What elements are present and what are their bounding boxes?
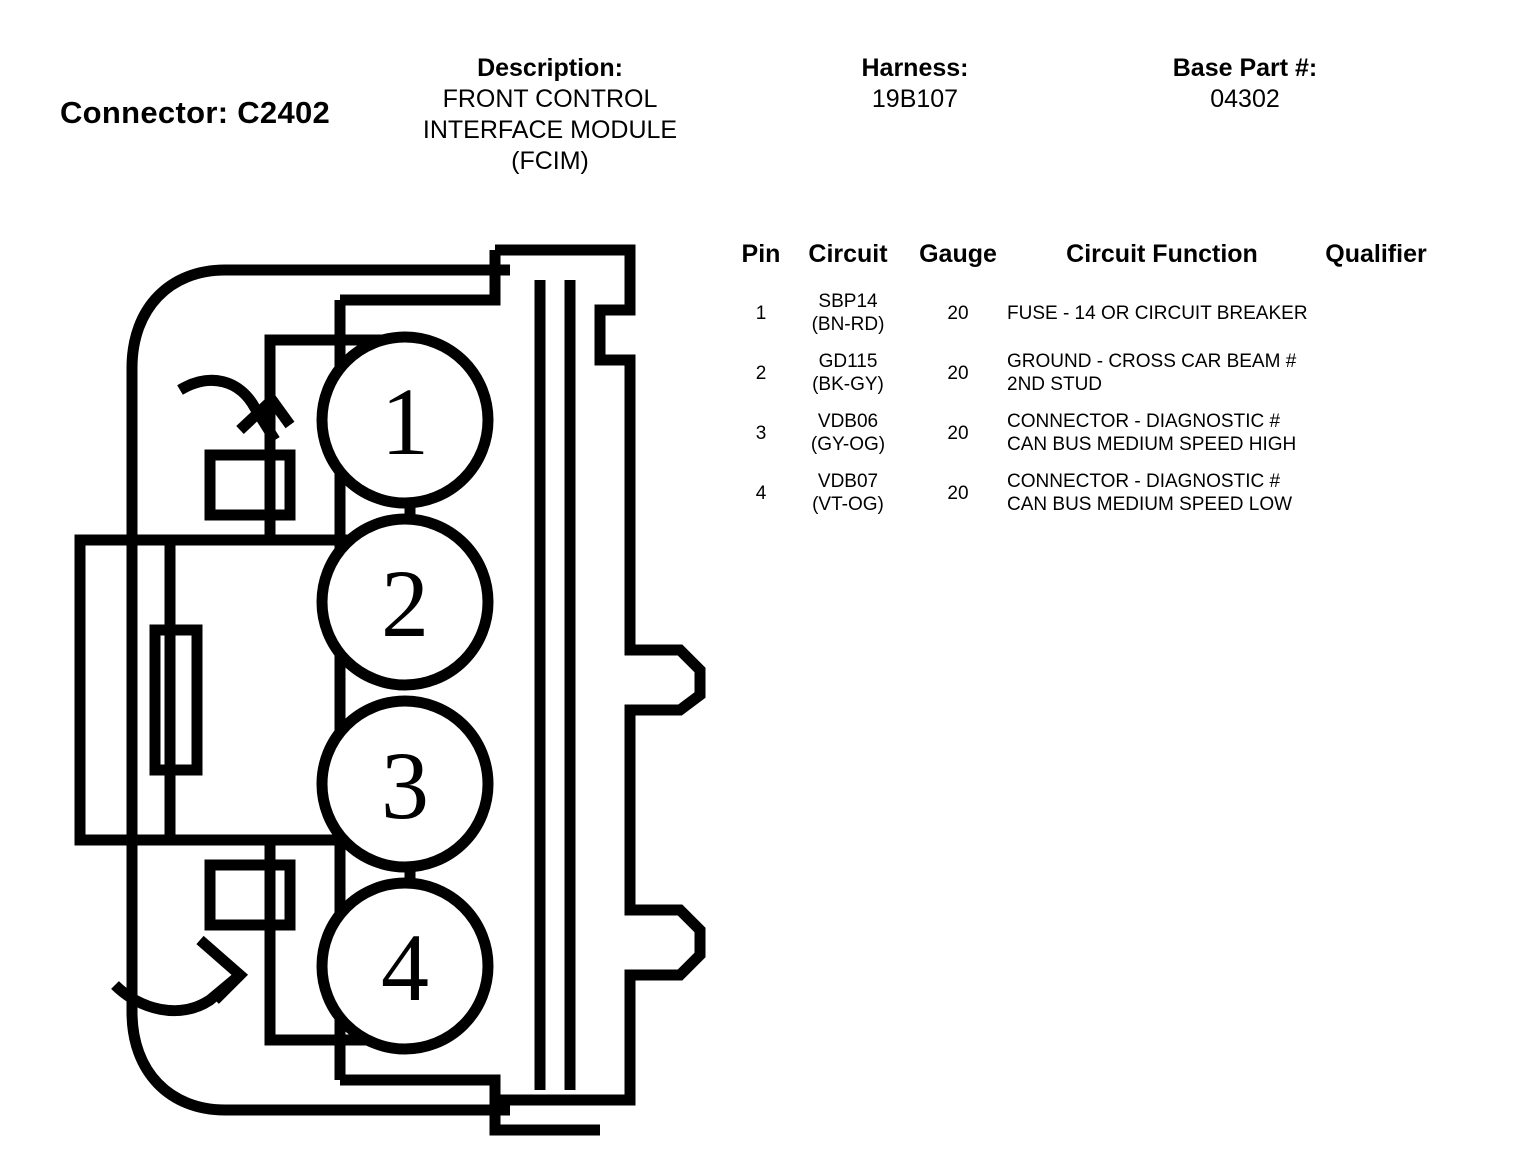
cell-pin: 1 xyxy=(755,302,767,324)
column-header-gauge: Gauge xyxy=(919,240,997,268)
cell-gauge: 20 xyxy=(947,422,969,444)
description-block xyxy=(385,52,715,177)
base-part-label: Base Part #: xyxy=(1172,54,1318,82)
description-value-line2: INTERFACE MODULE xyxy=(422,116,678,144)
harness-block xyxy=(790,52,1040,115)
table-row xyxy=(735,343,1435,403)
circuit-code: VDB06 xyxy=(817,411,879,432)
cell-function: CONNECTOR - DIAGNOSTIC # CAN BUS MEDIUM SPEED HIGH xyxy=(1007,411,1297,455)
pin-number-3: 3 xyxy=(381,732,429,839)
table-row xyxy=(735,463,1435,523)
lower-chevron xyxy=(200,940,240,1000)
table-header-row xyxy=(735,240,1435,283)
cell-gauge: 20 xyxy=(947,482,969,504)
cell-circuit xyxy=(787,283,909,343)
column-header-function: Circuit Function xyxy=(1066,240,1258,268)
circuit-code: VDB07 xyxy=(817,471,879,492)
cell-qualifier xyxy=(1317,463,1435,523)
shell-mid-body xyxy=(80,540,340,840)
table-row xyxy=(735,403,1435,463)
cell-function: FUSE - 14 OR CIRCUIT BREAKER xyxy=(1007,302,1308,324)
cell-pin: 3 xyxy=(755,422,767,444)
cell-qualifier xyxy=(1317,343,1435,403)
pin-number-4: 4 xyxy=(381,914,429,1021)
header xyxy=(0,0,1520,210)
cell-qualifier xyxy=(1317,283,1435,343)
cell-pin: 4 xyxy=(755,482,767,504)
circuit-code: GD115 xyxy=(818,351,878,372)
cell-function: CONNECTOR - DIAGNOSTIC # CAN BUS MEDIUM SPEED LOW xyxy=(1007,471,1293,515)
pin-table xyxy=(735,240,1475,523)
base-part-block xyxy=(1105,52,1385,115)
cell-circuit xyxy=(787,403,909,463)
circuit-code: SBP14 xyxy=(818,291,878,312)
upper-tab-rectangle xyxy=(210,455,290,515)
column-header-qualifier: Qualifier xyxy=(1325,240,1427,268)
base-part-value: 04302 xyxy=(1210,85,1280,113)
description-value-line1: FRONT CONTROL xyxy=(442,85,658,113)
cell-gauge: 20 xyxy=(947,302,969,324)
cell-circuit xyxy=(787,343,909,403)
connector-title: Connector: C2402 xyxy=(60,95,331,130)
table-row xyxy=(735,283,1435,343)
lower-tab-rectangle xyxy=(210,865,290,925)
connector-diagram xyxy=(40,240,760,1140)
harness-label: Harness: xyxy=(861,54,969,82)
pin-number-1: 1 xyxy=(381,368,429,475)
description-label: Description: xyxy=(477,54,623,82)
cell-qualifier xyxy=(1317,403,1435,463)
cell-function: GROUND - CROSS CAR BEAM # 2ND STUD xyxy=(1007,351,1297,395)
circuit-color: (VT-OG) xyxy=(812,494,884,515)
column-header-pin: Pin xyxy=(741,240,781,268)
connector-outline-svg xyxy=(40,240,760,1140)
harness-value: 19B107 xyxy=(871,85,959,113)
cell-pin: 2 xyxy=(755,362,767,384)
circuit-color: (BN-RD) xyxy=(811,314,885,335)
cell-gauge: 20 xyxy=(947,362,969,384)
cell-circuit xyxy=(787,463,909,523)
right-keyed-body xyxy=(495,250,700,1100)
pin-table-element xyxy=(735,240,1435,523)
pin-number-2: 2 xyxy=(381,550,429,657)
circuit-color: (BK-GY) xyxy=(812,374,884,395)
circuit-color: (GY-OG) xyxy=(810,434,886,455)
latch-rectangle xyxy=(155,630,197,770)
column-header-circuit: Circuit xyxy=(808,240,888,268)
description-value-line3: (FCIM) xyxy=(511,147,589,175)
